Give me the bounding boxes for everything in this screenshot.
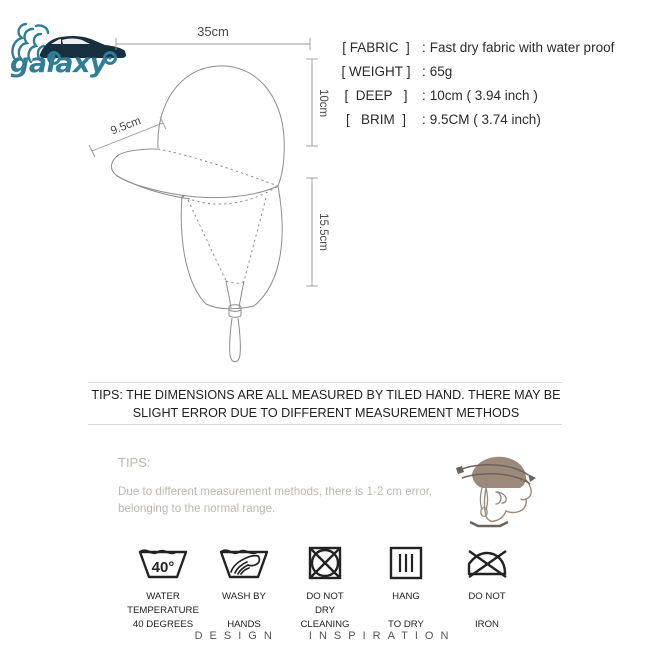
specification-list (330, 40, 630, 136)
spec-separator: : (422, 64, 426, 79)
care-caption: DO NOT DRY CLEANING (300, 591, 350, 630)
care-caption: DO NOT IRON (468, 591, 506, 630)
dimension-width-label: 35cm (197, 24, 229, 39)
divider-top (88, 382, 562, 383)
head-measuring-tape-icon (442, 448, 552, 528)
spec-separator: : (422, 112, 426, 127)
spec-value: 65g (429, 64, 453, 79)
care-item-water-temperature (125, 542, 201, 632)
footer-tagline: DESIGN INSPIRATION (194, 630, 456, 642)
tips-label: TIPS: (118, 455, 151, 470)
measurement-disclaimer: TIPS: THE DIMENSIONS ARE ALL MEASURED BY TILED HAND. THERE MAY BE SLIGHT ERROR DUE TO DIFFERENT MEASUREMENT METHODS (91, 388, 561, 421)
spec-separator: : (422, 88, 426, 103)
wash-temperature-value: 40° (151, 559, 175, 576)
care-caption: HANG TO DRY (388, 591, 424, 630)
spec-row (330, 40, 630, 55)
dimension-flap-label: 15.5cm (317, 213, 329, 251)
care-caption: WASH BY HANDS (222, 591, 266, 630)
care-item-no-dry-clean (287, 542, 363, 632)
spec-row (330, 112, 630, 127)
spec-key: [ WEIGHT ] (341, 64, 411, 79)
care-item-no-iron (449, 542, 525, 632)
dimension-depth-label: 10cm (317, 88, 329, 118)
spec-key: [ DEEP ] (344, 88, 408, 103)
no-dry-clean-icon (298, 542, 352, 584)
care-item-hand-wash (206, 542, 282, 632)
care-item-hang-dry (368, 542, 444, 632)
spec-key: [ FABRIC ] (342, 40, 410, 55)
brand-wordmark: galaxy (10, 48, 108, 79)
divider-bottom (88, 424, 562, 425)
spec-key: [ BRIM ] (345, 112, 406, 127)
spec-value: 10cm ( 3.94 inch ) (429, 88, 538, 103)
spec-value: 9.5CM ( 3.74 inch) (429, 112, 541, 127)
spec-separator: : (422, 40, 426, 55)
tips-block (118, 455, 448, 518)
tips-body: Due to different measurement methods, there is 1-2 cm error, belonging to the normal range. (118, 485, 433, 516)
dimension-flap-line (306, 178, 318, 286)
dimension-width-line (116, 38, 310, 50)
hat-technical-drawing (30, 18, 350, 378)
wash-tub-40-icon (136, 542, 190, 584)
spec-row (330, 88, 630, 103)
dimension-brim-label: 9.5cm (109, 114, 143, 138)
spec-value: Fast dry fabric with water proof (429, 40, 615, 55)
hand-wash-icon (217, 542, 271, 584)
no-iron-icon (460, 542, 514, 584)
hang-dry-icon (379, 542, 433, 584)
care-caption: WATER TEMPERATURE 40 DEGREES (127, 591, 199, 630)
care-symbol-row (125, 542, 525, 632)
dimension-depth-line (306, 59, 318, 146)
spec-row (330, 64, 630, 79)
